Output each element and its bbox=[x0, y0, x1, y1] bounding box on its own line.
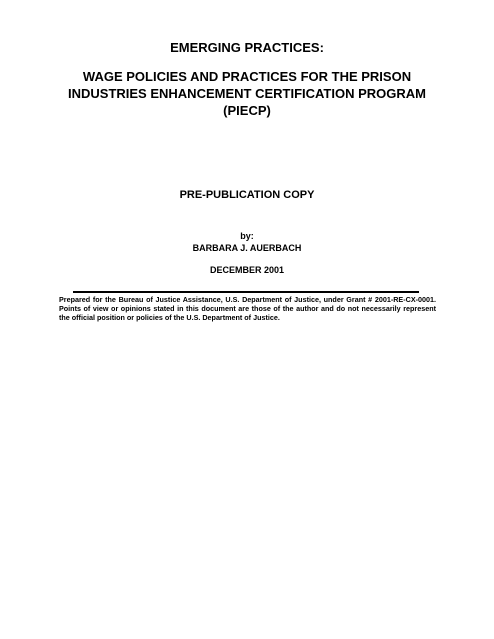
by-label: by: bbox=[240, 231, 254, 241]
copy-status: PRE-PUBLICATION COPY bbox=[179, 189, 315, 201]
publication-date: DECEMBER 2001 bbox=[209, 265, 285, 275]
document-title-line-3: (PIECP) bbox=[223, 103, 271, 118]
horizontal-divider bbox=[73, 291, 419, 293]
document-heading: EMERGING PRACTICES: bbox=[170, 40, 324, 55]
document-title-line-2: INDUSTRIES ENHANCEMENT CERTIFICATION PROGRAM bbox=[68, 86, 426, 101]
disclaimer-footnote: Prepared for the Bureau of Justice Assistance, U.S. Department of Justice, under Grant # 2001-RE-CX-0001. Points of view or opinions stated in this document are those of the author and do not necessarily represent the official position or policies of the U.S. Department of Justice. bbox=[59, 295, 436, 322]
author-name: BARBARA J. AUERBACH bbox=[192, 243, 302, 253]
document-title-line-1: WAGE POLICIES AND PRACTICES FOR THE PRISON bbox=[82, 69, 412, 84]
